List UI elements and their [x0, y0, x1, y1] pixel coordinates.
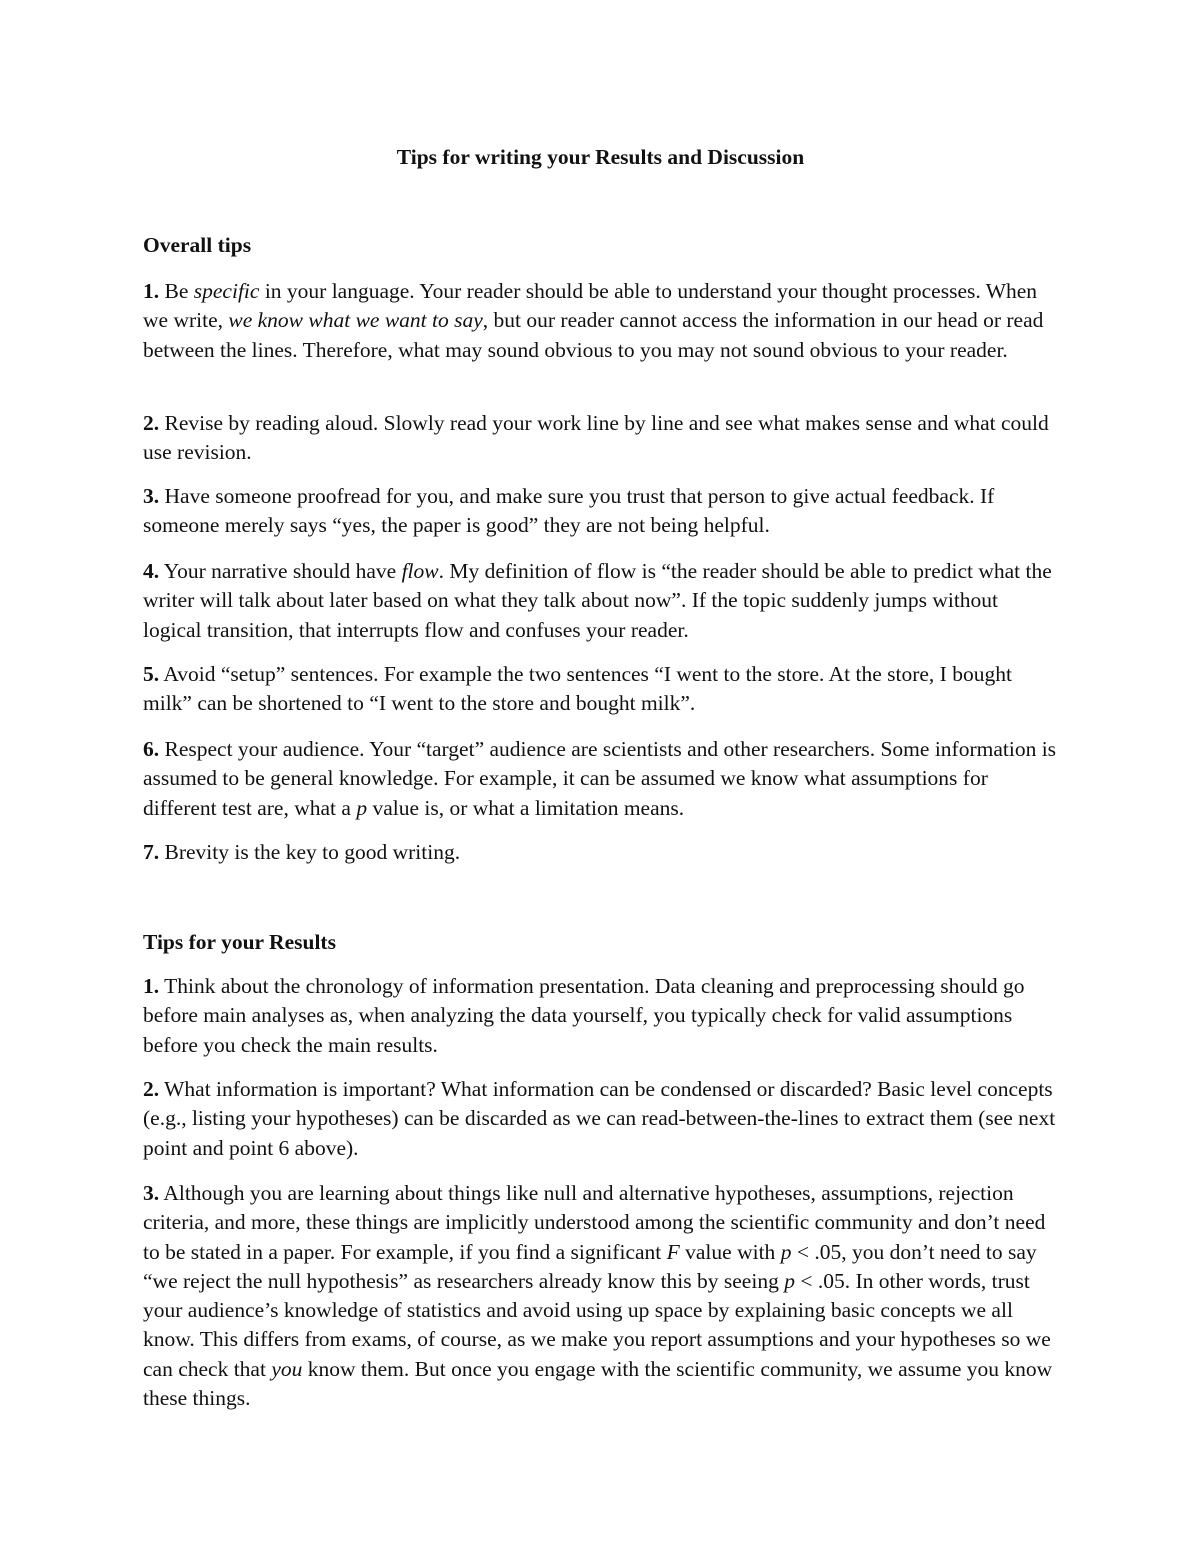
- tip-emphasis: we know what we want to say: [228, 308, 483, 333]
- tip-text: value with: [679, 1239, 781, 1264]
- tip-number: 5.: [143, 662, 160, 686]
- tip-text: in your language. Your reader should be able to understand your thought processes. When we write,: [143, 279, 1038, 333]
- tip-emphasis: p: [356, 795, 368, 820]
- results-tip-2: [143, 1075, 1058, 1163]
- tip-text: What information is important? What information can be condensed or discarded? Basic level concepts (e.g., listing your hypotheses) can be discarded as we can read-between-the-lines to extract them (see next point and point 6 above).: [143, 1077, 1056, 1160]
- tip-number: 4.: [143, 559, 160, 583]
- section-heading-overall-tips: Overall tips: [143, 233, 252, 257]
- results-tip-3: [143, 1179, 1058, 1413]
- tip-text: , but our reader cannot access the information in our head or read between the lines. Therefore, what may sound obvious to you may not sound obvious to your reader.: [143, 308, 1044, 362]
- tip-number: 2.: [143, 411, 160, 435]
- tip-text: Have someone proofread for you, and make sure you trust that person to give actual feedback. If someone merely says “yes, the paper is good” they are not being helpful.: [143, 484, 995, 538]
- overall-tip-6: [143, 735, 1058, 823]
- tip-text: know them. But once you engage with the scientific community, we assume you know these things.: [143, 1356, 1053, 1411]
- tip-emphasis: flow: [401, 559, 439, 583]
- tip-emphasis: specific: [193, 279, 260, 303]
- tip-text: Although you are learning about things like null and alternative hypotheses, assumptions, rejection criteria, and more, these things are implicitly understood among the scientific community and don’t need to be stated in a paper. For example, if you find a significant: [143, 1181, 1046, 1264]
- tip-text: . My definition of flow is “the reader should be able to predict what the writer will talk about later based on what they talk about now”. If the topic suddenly jumps without logical transition, that interrupts flow and confuses your reader.: [143, 559, 1052, 642]
- section-heading-results-tips: Tips for your Results: [143, 930, 336, 954]
- tip-text: Think about the chronology of information presentation. Data cleaning and preprocessing should go before main analyses as, when analyzing the data yourself, you typically check for valid assumptions before you check the main results.: [143, 974, 1025, 1057]
- tip-number: 1.: [143, 974, 160, 998]
- overall-tip-1: [143, 277, 1058, 365]
- tip-text: Brevity is the key to good writing.: [159, 840, 461, 864]
- tip-text: Revise by reading aloud. Slowly read your work line by line and see what makes sense and what could use revision.: [143, 411, 1049, 465]
- tip-number: 7.: [143, 840, 160, 864]
- tip-number: 6.: [143, 737, 160, 761]
- results-tip-1: [143, 972, 1058, 1060]
- tip-text: value is, or what a limitation means.: [367, 795, 685, 820]
- tip-number: 3.: [143, 1181, 160, 1205]
- tip-emphasis: F: [666, 1239, 680, 1264]
- tip-number: 1.: [143, 279, 160, 303]
- tip-number: 3.: [143, 484, 160, 508]
- tip-emphasis: p: [784, 1268, 795, 1293]
- overall-tip-7: [143, 838, 1058, 867]
- tip-text: < .05, you don’t need to say “we reject the null hypothesis” as researchers already know this by seeing: [143, 1239, 1037, 1293]
- tip-emphasis: p: [780, 1239, 792, 1264]
- overall-tip-4: [143, 557, 1058, 645]
- tip-text: < .05. In other words, trust your audience’s knowledge of statistics and avoid using up space by explaining basic concepts we all know. This differs from exams, of course, as we make you report assumptions and your hypotheses so we can check that: [143, 1268, 1051, 1381]
- tip-number: 2.: [143, 1077, 160, 1101]
- tip-text: Be: [159, 279, 194, 303]
- tip-text: Your narrative should have: [159, 559, 402, 583]
- tip-emphasis: you: [271, 1356, 303, 1381]
- tip-text: Avoid “setup” sentences. For example the two sentences “I went to the store. At the store, I bought milk” can be shortened to “I went to the store and bought milk”.: [143, 662, 1012, 716]
- overall-tip-2: [143, 409, 1058, 468]
- document-title: Tips for writing your Results and Discussion: [396, 145, 805, 169]
- tip-text: Respect your audience. Your “target” audience are scientists and other researchers. Some information is assumed to be general knowledge. For example, it can be assumed we know what assumptions for different test are, what a: [143, 737, 1057, 820]
- overall-tip-5: [143, 660, 1058, 719]
- overall-tip-3: [143, 482, 1058, 541]
